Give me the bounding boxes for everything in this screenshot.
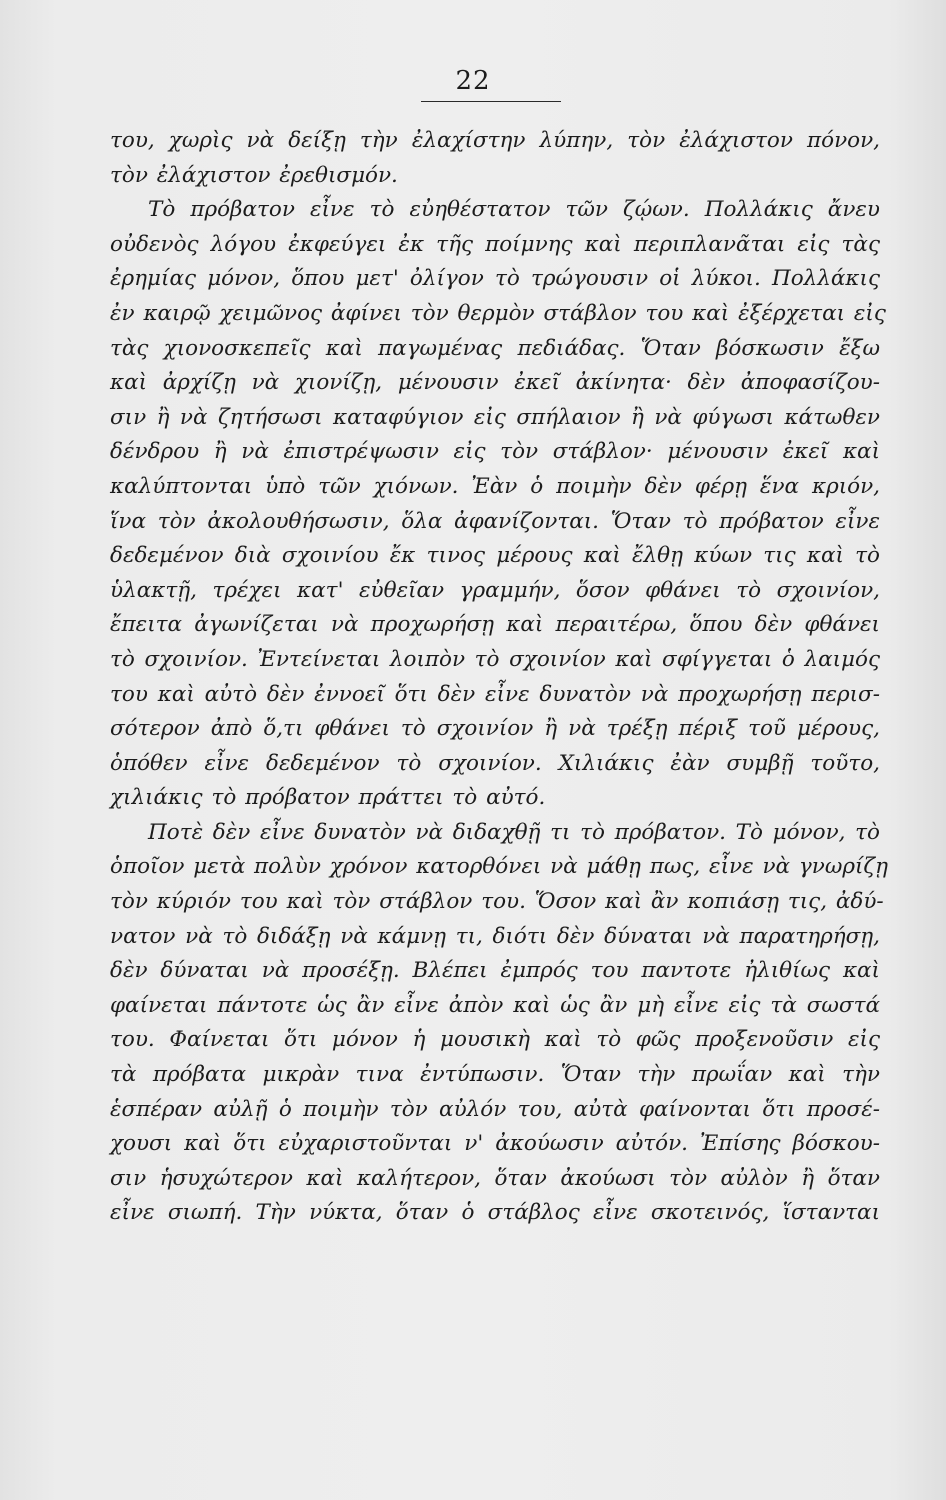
text-line: ἐρημίας μόνον, ὅπου μετ' ὀλίγον τὸ τρώγουσιν οἱ λύκοι. Πολλάκις — [110, 266, 880, 292]
text-line: του καὶ αὐτὸ δὲν ἐννοεῖ ὅτι δὲν εἶνε δυνατὸν νὰ προχωρήσῃ περισ- — [110, 681, 880, 707]
text-line: χουσι καὶ ὅτι εὐχαριστοῦνται ν' ἀκούωσιν αὐτόν. Ἐπίσης βόσκου- — [110, 1131, 880, 1157]
text-line: ἵνα τὸν ἀκολουθήσωσιν, ὅλα ἀφανίζονται. Ὅταν τὸ πρόβατον εἶνε — [110, 508, 880, 534]
text-line: του, χωρὶς νὰ δείξῃ τὴν ἐλαχίστην λύπην, τὸν ἐλάχιστον πόνον, — [110, 128, 880, 153]
body-text — [110, 124, 888, 1231]
text-line: ἐν καιρῷ χειμῶνος ἀφίνει τὸν θερμὸν στάβλον του καὶ ἐξέρχεται εἰς — [110, 300, 886, 326]
text-line: τὸν ἐλάχιστον ἐρεθισμόν. — [110, 162, 398, 188]
text-line: Τὸ πρόβατον εἶνε τὸ εὐηθέστατον τῶν ζῴων. Πολλάκις ἄνευ — [148, 197, 880, 223]
text-line: τὰς χιονοσκεπεῖς καὶ παγωμένας πεδιάδας. Ὅταν βόσκωσιν ἔξω — [110, 335, 880, 361]
text-line: του. Φαίνεται ὅτι μόνον ἡ μουσικὴ καὶ τὸ φῶς προξενοῦσιν εἰς — [110, 1027, 880, 1053]
text-line: καλύπτονται ὑπὸ τῶν χιόνων. Ἐὰν ὁ ποιμὴν δὲν φέρῃ ἕνα κριόν, — [110, 473, 880, 499]
text-line: σιν ἢ νὰ ζητήσωσι καταφύγιον εἰς σπήλαιον ἢ νὰ φύγωσι κάτωθεν — [110, 404, 880, 430]
text-line: ὑλακτῇ, τρέχει κατ' εὐθεῖαν γραμμήν, ὅσον φθάνει τὸ σχοινίον, — [110, 577, 880, 603]
text-line: ἑσπέραν αὐλῇ ὁ ποιμὴν τὸν αὐλόν του, αὐτὰ φαίνονται ὅτι προσέ- — [110, 1096, 880, 1122]
text-line: σιν ἡσυχώτερον καὶ καλήτερον, ὅταν ἀκούωσι τὸν αὐλὸν ἢ ὅταν — [110, 1165, 880, 1191]
text-line: χιλιάκις τὸ πρόβατον πράττει τὸ αὐτό. — [110, 785, 546, 811]
text-line: ὁποῖον μετὰ πολὺν χρόνον κατορθόνει νὰ μάθῃ πως, εἶνε νὰ γνωρίζῃ — [110, 854, 888, 880]
text-line: ὁπόθεν εἶνε δεδεμένον τὸ σχοινίον. Χιλιάκις ἐὰν συμβῇ τοῦτο, — [110, 750, 880, 776]
text-line: τὸν κύριόν του καὶ τὸν στάβλον του. Ὅσον καὶ ἂν κοπιάσῃ τις, ἀδύ- — [110, 889, 884, 915]
text-line: νατον νὰ τὸ διδάξῃ νὰ κάμνῃ τι, διότι δὲν δύναται νὰ παρατηρήσῃ, — [110, 923, 880, 949]
text-line: τὸ σχοινίον. Ἐντείνεται λοιπὸν τὸ σχοινίον καὶ σφίγγεται ὁ λαιμός — [110, 646, 880, 672]
page-number: 22 — [455, 66, 491, 96]
text-line: δένδρου ἢ νὰ ἐπιστρέψωσιν εἰς τὸν στάβλον· μένουσιν ἐκεῖ καὶ — [110, 439, 880, 465]
text-line: εἶνε σιωπή. Τὴν νύκτα, ὅταν ὁ στάβλος εἶνε σκοτεινός, ἵστανται — [110, 1200, 880, 1226]
text-line: δὲν δύναται νὰ προσέξῃ. Βλέπει ἐμπρός του παντοτε ἠλιθίως καὶ — [110, 958, 880, 984]
text-line: φαίνεται πάντοτε ὡς ἂν εἶνε ἀπὸν καὶ ὡς ἂν μὴ εἶνε εἰς τὰ σωστά — [110, 992, 880, 1018]
text-line: ἔπειτα ἀγωνίζεται νὰ προχωρήσῃ καὶ περαιτέρω, ὅπου δὲν φθάνει — [110, 612, 880, 638]
text-line: καὶ ἀρχίζῃ νὰ χιονίζῃ, μένουσιν ἐκεῖ ἀκίνητα· δὲν ἀποφασίζου- — [110, 370, 880, 396]
text-line: τὰ πρόβατα μικρὰν τινα ἐντύπωσιν. Ὅταν τὴν πρωΐαν καὶ τὴν — [110, 1062, 880, 1088]
text-line: οὐδενὸς λόγου ἐκφεύγει ἐκ τῆς ποίμνης καὶ περιπλανᾶται εἰς τὰς — [110, 231, 880, 257]
text-line: δεδεμένον διὰ σχοινίου ἔκ τινος μέρους καὶ ἔλθῃ κύων τις καὶ τὸ — [110, 543, 880, 569]
text-line: σότερον ἀπὸ ὅ,τι φθάνει τὸ σχοινίον ἢ νὰ τρέξῃ πέριξ τοῦ μέρους, — [110, 716, 880, 742]
text-line: Ποτὲ δὲν εἶνε δυνατὸν νὰ διδαχθῇ τι τὸ πρόβατον. Τὸ μόνον, τὸ — [148, 819, 880, 845]
header-rule — [421, 101, 561, 102]
